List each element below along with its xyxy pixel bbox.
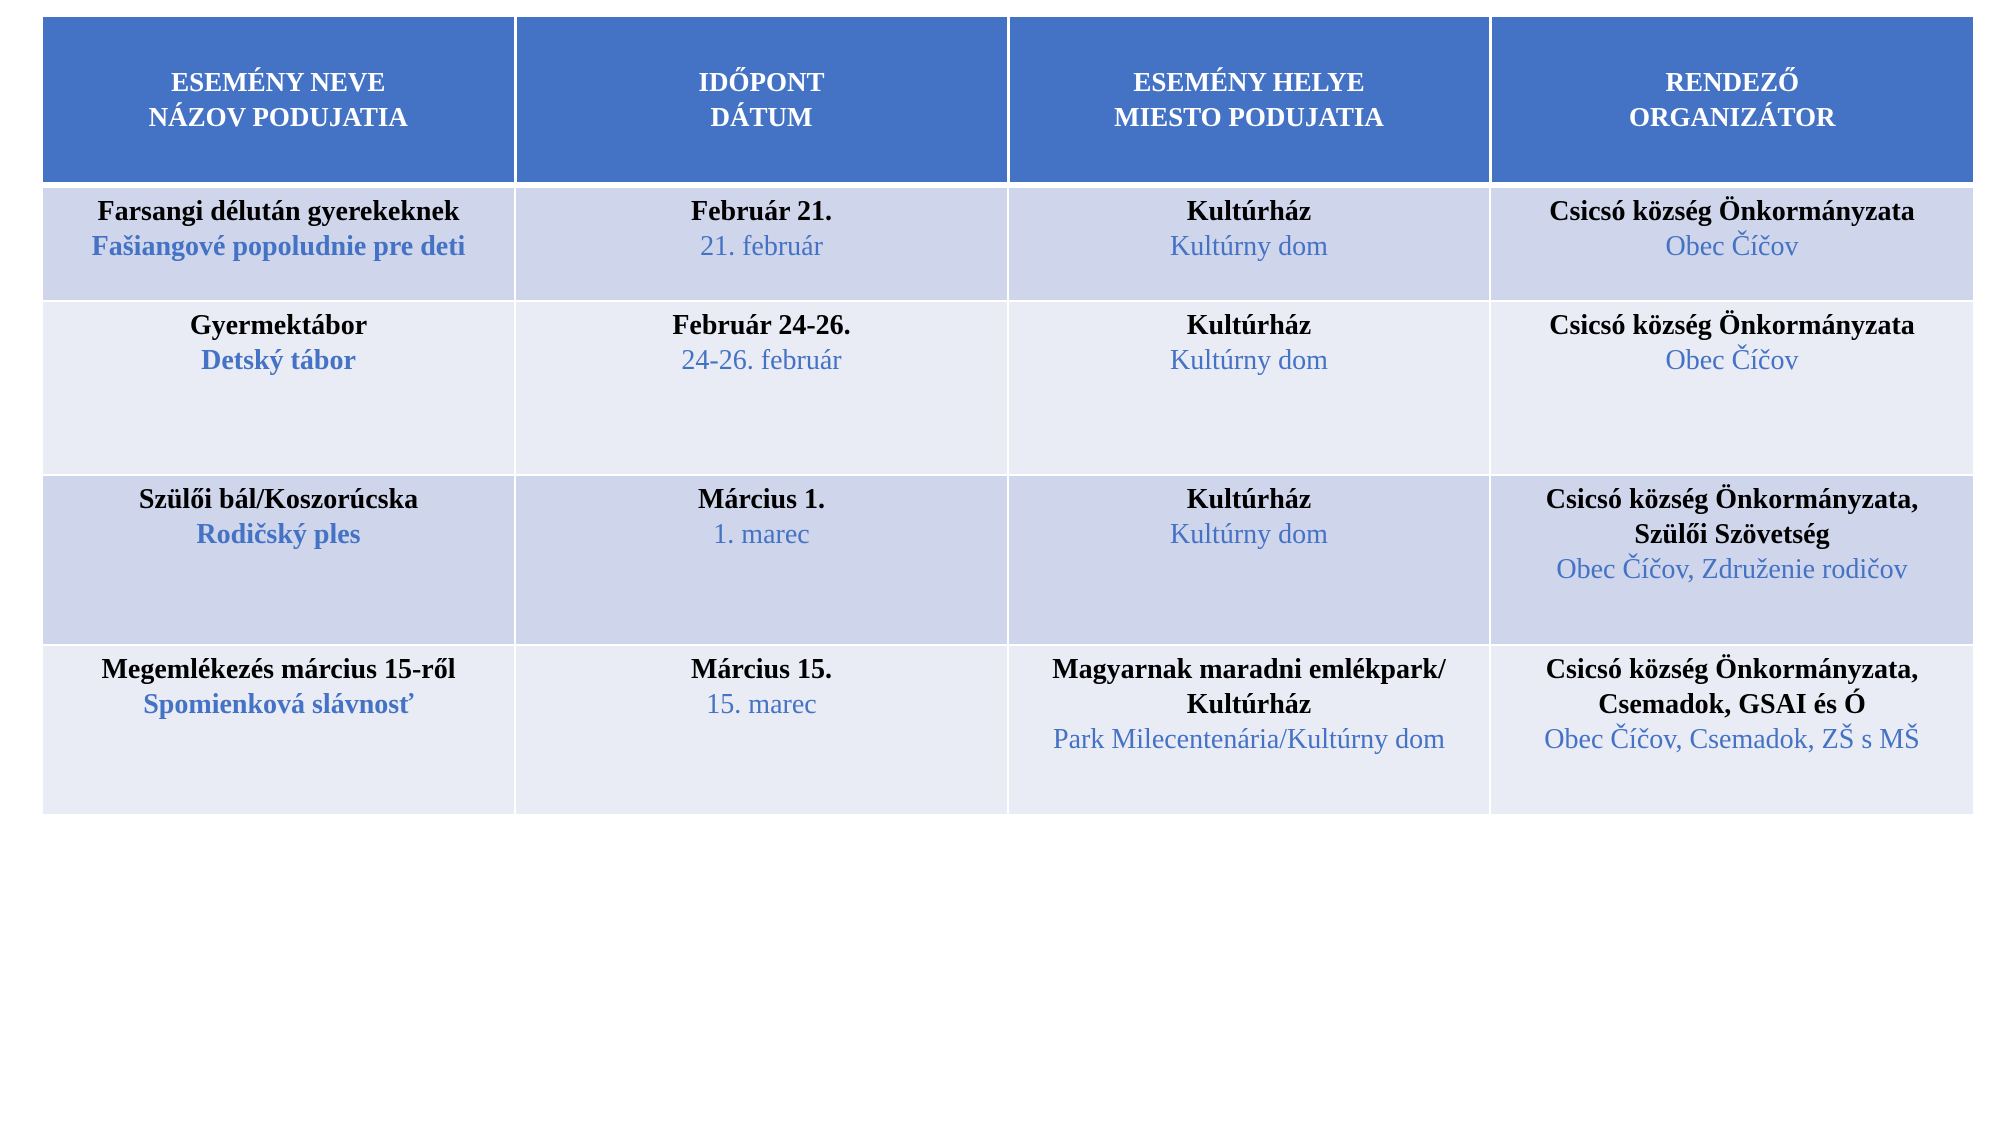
place-hu: Kultúrház — [1186, 196, 1312, 227]
cell-event-name — [43, 185, 515, 301]
header-event-name — [43, 17, 515, 185]
cell-place — [1008, 475, 1490, 645]
organizer-hu-line2: Csemadok, GSAI és Ó — [1598, 689, 1866, 720]
organizer-sk: Obec Číčov, Združenie rodičov — [1556, 554, 1908, 585]
organizer-hu-line1: Csicsó község Önkormányzata, — [1545, 484, 1919, 515]
header-organizer-hu: RENDEZŐ — [1665, 66, 1800, 97]
event-name-sk: Detský tábor — [201, 345, 356, 376]
cell-place — [1008, 185, 1490, 301]
header-organizer-sk: ORGANIZÁTOR — [1628, 101, 1836, 132]
place-hu-line2: Kultúrház — [1186, 689, 1312, 720]
cell-organizer — [1490, 185, 1973, 301]
header-event-name-sk: NÁZOV PODUJATIA — [148, 101, 408, 132]
cell-event-name — [43, 475, 515, 645]
place-hu: Kultúrház — [1186, 310, 1312, 341]
event-name-sk: Fašiangové popoludnie pre deti — [91, 231, 466, 262]
event-name-sk: Spomienková slávnosť — [143, 689, 414, 720]
date-hu: Február 24-26. — [672, 310, 851, 341]
cell-place — [1008, 301, 1490, 475]
events-table — [43, 17, 1973, 816]
date-hu: Március 1. — [697, 484, 826, 515]
organizer-sk: Obec Číčov, Csemadok, ZŠ s MŠ — [1544, 724, 1920, 755]
header-place-sk: MIESTO PODUJATIA — [1114, 101, 1384, 132]
cell-place — [1008, 645, 1490, 815]
date-hu: Február 21. — [690, 196, 833, 227]
header-place — [1008, 17, 1490, 185]
cell-date — [515, 301, 1008, 475]
header-date-hu: IDŐPONT — [698, 66, 825, 97]
organizer-sk: Obec Číčov — [1665, 231, 1799, 262]
table-row — [43, 645, 1973, 815]
table-row — [43, 475, 1973, 645]
event-name-hu: Megemlékezés március 15-ről — [101, 654, 456, 685]
header-date-sk: DÁTUM — [710, 101, 813, 132]
organizer-hu-line1: Csicsó község Önkormányzata, — [1545, 654, 1919, 685]
event-name-sk: Rodičský ples — [196, 519, 361, 550]
header-event-name-hu: ESEMÉNY NEVE — [171, 66, 386, 97]
cell-date — [515, 185, 1008, 301]
header-row — [43, 17, 1973, 185]
cell-organizer — [1490, 301, 1973, 475]
cell-event-name — [43, 301, 515, 475]
header-date — [515, 17, 1008, 185]
date-sk: 1. marec — [713, 519, 810, 550]
organizer-hu: Csicsó község Önkormányzata — [1549, 310, 1915, 341]
cell-date — [515, 475, 1008, 645]
place-sk: Kultúrny dom — [1170, 345, 1328, 376]
date-hu: Március 15. — [690, 654, 833, 685]
place-sk: Kultúrny dom — [1170, 519, 1328, 550]
date-sk: 15. marec — [706, 689, 817, 720]
cell-date — [515, 645, 1008, 815]
place-hu: Kultúrház — [1186, 484, 1312, 515]
cell-organizer — [1490, 475, 1973, 645]
organizer-hu: Csicsó község Önkormányzata — [1549, 196, 1915, 227]
place-hu-line1: Magyarnak maradni emlékpark/ — [1052, 654, 1446, 685]
organizer-sk: Obec Číčov — [1665, 345, 1799, 376]
place-sk: Kultúrny dom — [1170, 231, 1328, 262]
cell-event-name — [43, 645, 515, 815]
event-name-hu: Farsangi délután gyerekeknek — [97, 196, 460, 227]
organizer-hu-line2: Szülői Szövetség — [1634, 519, 1830, 550]
event-name-hu: Gyermektábor — [189, 310, 368, 341]
table-row — [43, 301, 1973, 475]
cell-organizer — [1490, 645, 1973, 815]
place-sk: Park Milecentenária/Kultúrny dom — [1053, 724, 1445, 755]
date-sk: 24-26. február — [681, 345, 842, 376]
date-sk: 21. február — [700, 231, 823, 262]
event-name-hu: Szülői bál/Koszorúcska — [138, 484, 419, 515]
table-row — [43, 185, 1973, 301]
header-organizer — [1490, 17, 1973, 185]
header-place-hu: ESEMÉNY HELYE — [1133, 66, 1365, 97]
